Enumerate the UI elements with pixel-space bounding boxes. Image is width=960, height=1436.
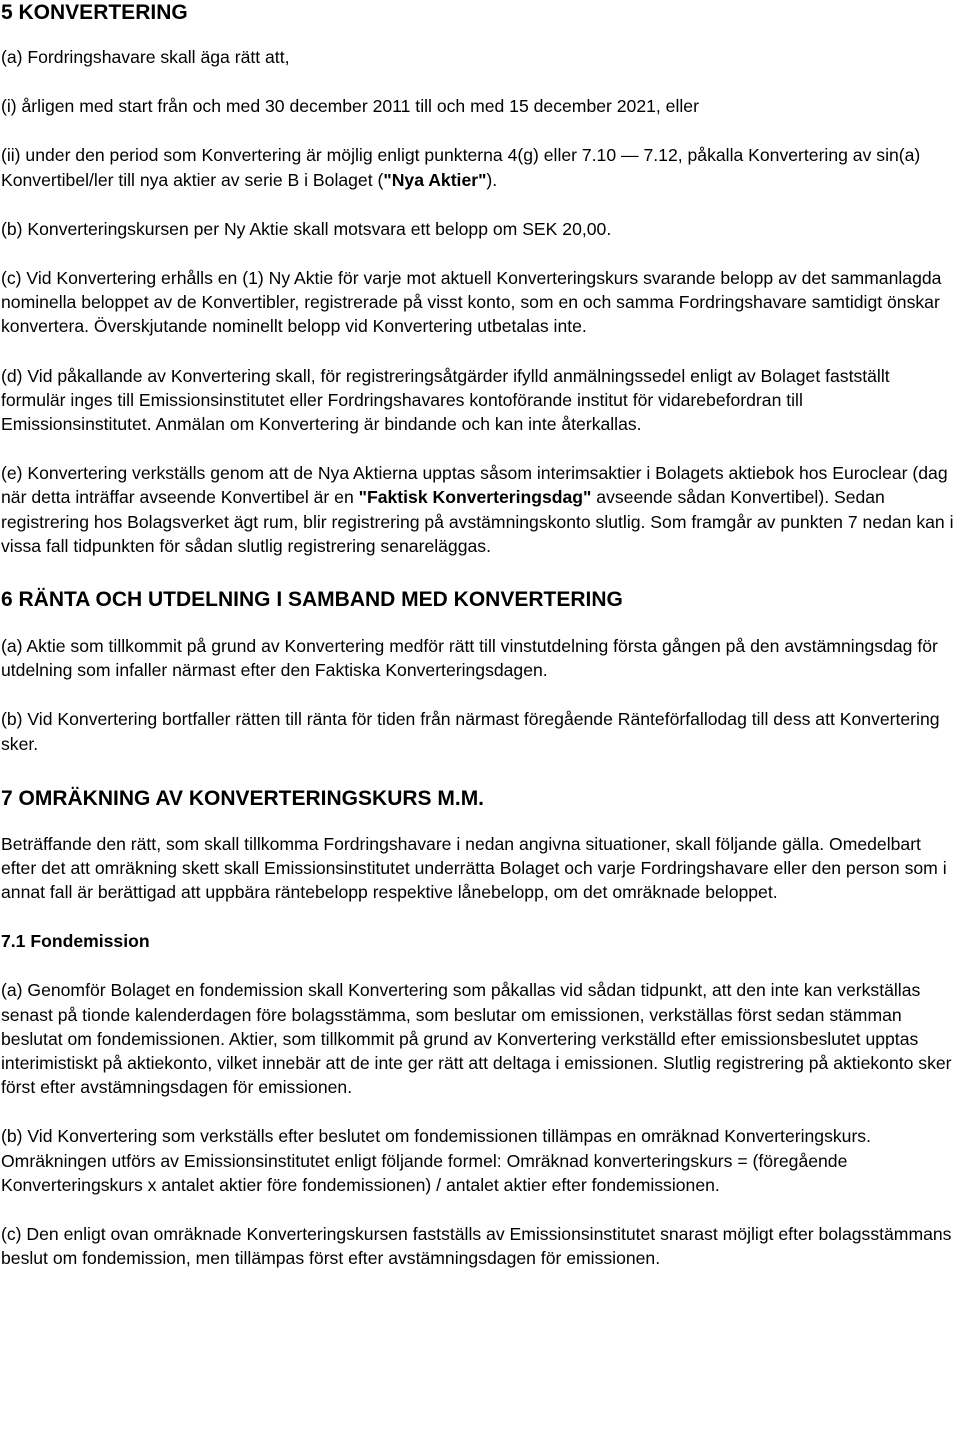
section-7-heading: 7 OMRÄKNING AV KONVERTERINGSKURS M.M. xyxy=(1,786,485,810)
s5-paragraph-ii xyxy=(1,143,958,191)
section-7-1-heading: 7.1 Fondemission xyxy=(1,931,150,952)
s5-paragraph-e-text: (e) Konvertering verkställs genom att de Nya Aktierna upptas såsom interimsaktier i Bolagets aktiebok hos Euroclear (dag när detta inträffar avseende Konvertibel är en xyxy=(1,463,948,508)
section-6-heading: 6 RÄNTA OCH UTDELNING I SAMBAND MED KONVERTERING xyxy=(1,588,623,612)
s7-intro-paragraph: Beträffande den rätt, som skall tillkomma Fordringshavare i nedan angivna situationer, skall följande gälla. Omedelbart efter det att omräkning skett skall Emissionsinstitutet underrätta Bolaget och varje Fordringshavare eller den person som i annat fall är berättigad att uppbära räntebelopp respektive lånebelopp, om det omräknade beloppet. xyxy=(1,833,947,903)
s5-paragraph-e-end: avseende sådan Konvertibel). Sedan registrering hos Bolagsverket ägt rum, blir registrering på avstämningskonto slutlig. Som framgår av punkten 7 nedan kan i vissa fall tidpunkten för sådan slutlig registrering senareläggas. xyxy=(1,487,954,556)
s5-paragraph-a: (a) Fordringshavare skall äga rätt att, xyxy=(1,47,290,67)
s6-paragraph-a: (a) Aktie som tillkommit på grund av Konvertering medför rätt till vinstutdelning första gången på den avstämningsdag för utdelning som infaller närmast efter den Faktiska Konverteringsdagen. xyxy=(1,636,938,681)
s5-paragraph-ii-text: (ii) under den period som Konvertering är möjlig enligt punkterna 4(g) eller 7.10 — 7.12, påkalla Konvertering av sin(a) Konvertibel/ler till nya aktier av serie B i Bolaget ( xyxy=(1,145,921,190)
s71-paragraph-b: (b) Vid Konvertering som verkställs efter beslutet om fondemissionen tillämpas en omräknad Konverteringskurs. Omräkningen utförs av Emissionsinstitutet enligt följande formel: Omräknad konverteringskurs = (föregående Konverteringskurs x antalet aktier före fondemissionen) / antalet aktier efter fondemissionen. xyxy=(1,1126,871,1195)
s5-paragraph-ii-end: ). xyxy=(486,169,498,190)
s71-paragraph-c: (c) Den enligt ovan omräknade Konverteringskursen fastställs av Emissionsinstitutet snarast möjligt efter bolagsstämmans beslut om fondemission, men tillämpas först efter avstämningsdagen för emissionen. xyxy=(1,1224,952,1269)
s5-paragraph-b: (b) Konverteringskursen per Ny Aktie skall motsvara ett belopp om SEK 20,00. xyxy=(1,218,612,239)
s71-paragraph-a: (a) Genomför Bolaget en fondemission skall Konvertering som påkallas vid sådan tidpunkt, att den inte kan verkställas senast på tionde kalenderdagen före bolagsstämma, som beslutar om emissionen, verkställas först sedan stämman beslutat om fondemissionen. Aktier, som tillkommit på grund av Konvertering verkställd efter emissionsbeslutet upptas interimistiskt på aktiekonto, vilket innebär att de inte ger rätt att deltaga i emissionen. Slutlig registrering på aktiekonto sker först efter avstämningsdagen för emissionen. xyxy=(1,980,952,1098)
term-faktisk-konverteringsdag: "Faktisk Konverteringsdag" xyxy=(358,487,592,508)
s5-paragraph-e xyxy=(1,461,958,558)
s5-paragraph-d: (d) Vid påkallande av Konvertering skall, för registreringsåtgärder ifylld anmälningssedel enligt av Bolaget fastställt formulär inges till Emissionsinstitutet eller Fordringshavares kontoförande institut för vidarebefordran till Emissionsinstitutet. Anmälan om Konvertering är bindande och kan inte återkallas. xyxy=(1,365,890,435)
s6-paragraph-b: (b) Vid Konvertering bortfaller rätten till ränta för tiden från närmast föregående Ränteförfallodag till dess att Konvertering sker. xyxy=(1,709,940,754)
section-5-heading: 5 KONVERTERING xyxy=(1,1,188,24)
s5-paragraph-i: (i) årligen med start från och med 30 december 2011 till och med 15 december 2021, eller xyxy=(1,96,699,117)
term-nya-aktier: "Nya Aktier" xyxy=(383,169,487,190)
s5-paragraph-c: (c) Vid Konvertering erhålls en (1) Ny Aktie för varje mot aktuell Konverteringskurs svarande belopp av det sammanlagda nominella beloppet av de Konvertibler, registrerade på visst konto, som en och samma Fordringshavare samtidigt önskar konvertera. Överskjutande nominellt belopp vid Konvertering utbetalas inte. xyxy=(1,268,942,337)
